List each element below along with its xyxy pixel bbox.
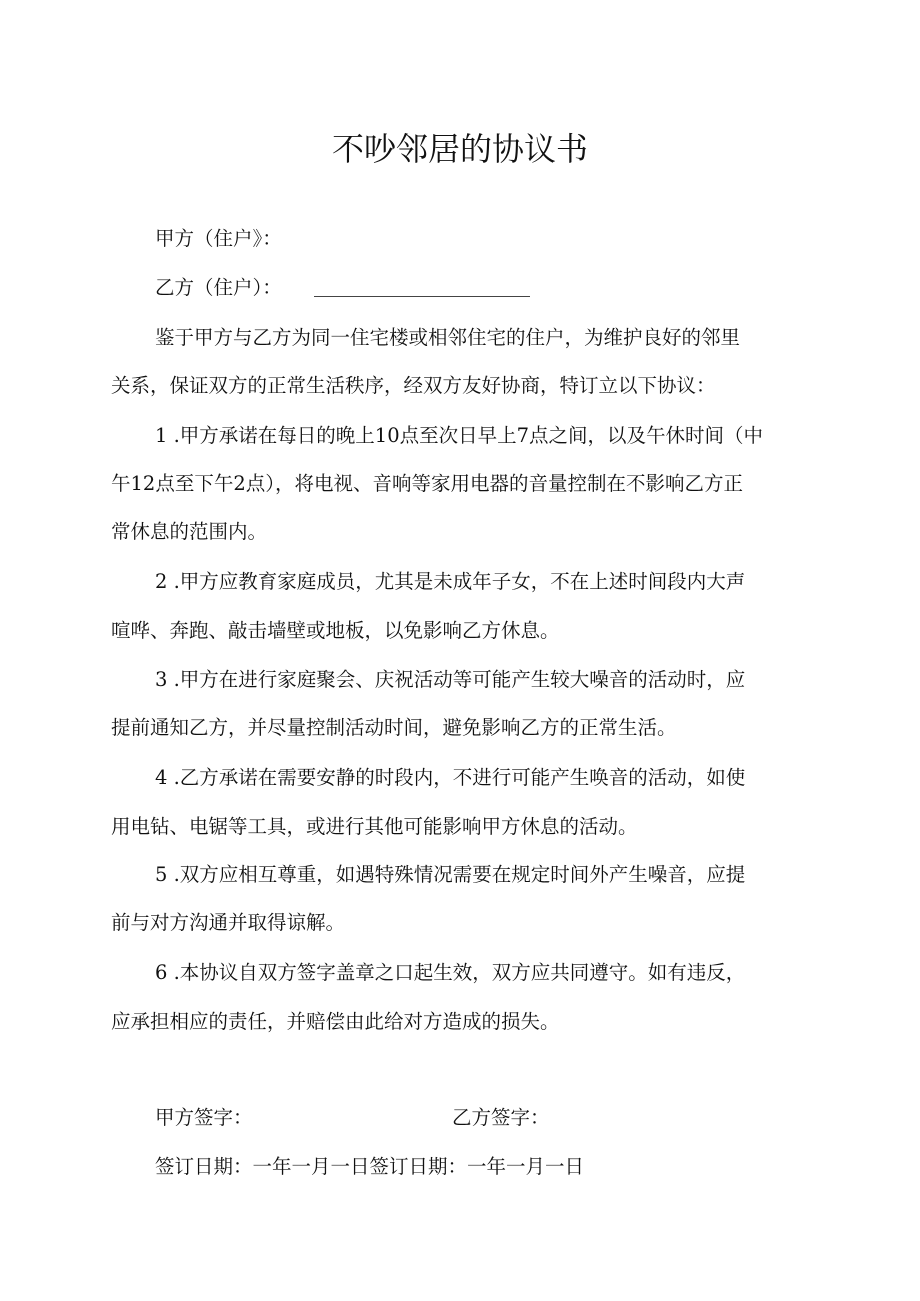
party-b-blank-line (314, 296, 530, 297)
clause-2-line-2: 喧哗、奔跑、敲击墙壁或地板，以免影响乙方休息。 (111, 619, 560, 642)
clause-6-line-1: 6 .本协议自双方签字盖章之口起生效，双方应共同遵守。如有违反， (155, 961, 746, 984)
clause-3-line-1: 3 .甲方在进行家庭聚会、庆祝活动等可能产生较大噪音的活动时，应 (155, 668, 746, 691)
clause-1-line-3: 常休息的范围内。 (111, 520, 268, 543)
clause-2-line-1: 2 .甲方应教育家庭成员，尤其是未成年子女，不在上述时间段内大声 (155, 570, 746, 593)
clause-6-line-2: 应承担相应的责任，并赔偿由此给对方造成的损失。 (111, 1010, 560, 1033)
party-b-signature-label: 乙方签字： (452, 1106, 550, 1129)
signing-date-line: 签订日期：一年一月一日签订日期：一年一月一日 (155, 1155, 585, 1178)
clause-4-line-1: 4 .乙方承诺在需要安静的时段内，不进行可能产生唤音的活动，如使 (155, 766, 746, 789)
clause-1-line-1: 1 .甲方承诺在每日的晚上10点至次日早上7点之间，以及午休时间（中 (155, 424, 764, 447)
clause-1-line-2: 午12点至下午2点），将电视、音响等家用电器的音量控制在不影响乙方正 (111, 472, 743, 495)
intro-line-2: 关系，保证双方的正常生活秩序，经双方友好协商，特订立以下协议： (111, 374, 716, 397)
clause-3-line-2: 提前通知乙方，并尽量控制活动时间，避免影响乙方的正常生活。 (111, 716, 677, 739)
party-a-label: 甲方（住户》： (155, 227, 282, 250)
clause-4-line-2: 用电钻、电锯等工具，或进行其他可能影响甲方休息的活动。 (111, 815, 638, 838)
party-b-label: 乙方（住户）： (155, 276, 282, 299)
document-title: 不吵邻居的协议书 (331, 130, 588, 168)
clause-5-line-1: 5 .双方应相互尊重，如遇特殊情况需要在规定时间外产生噪音，应提 (155, 863, 746, 886)
intro-line-1: 鉴于甲方与乙方为同一住宅楼或相邻住宅的住户，为维护良好的邻里 (155, 326, 741, 349)
party-a-signature-label: 甲方签字： (155, 1106, 253, 1129)
clause-5-line-2: 前与对方沟通并取得谅解。 (111, 911, 346, 934)
